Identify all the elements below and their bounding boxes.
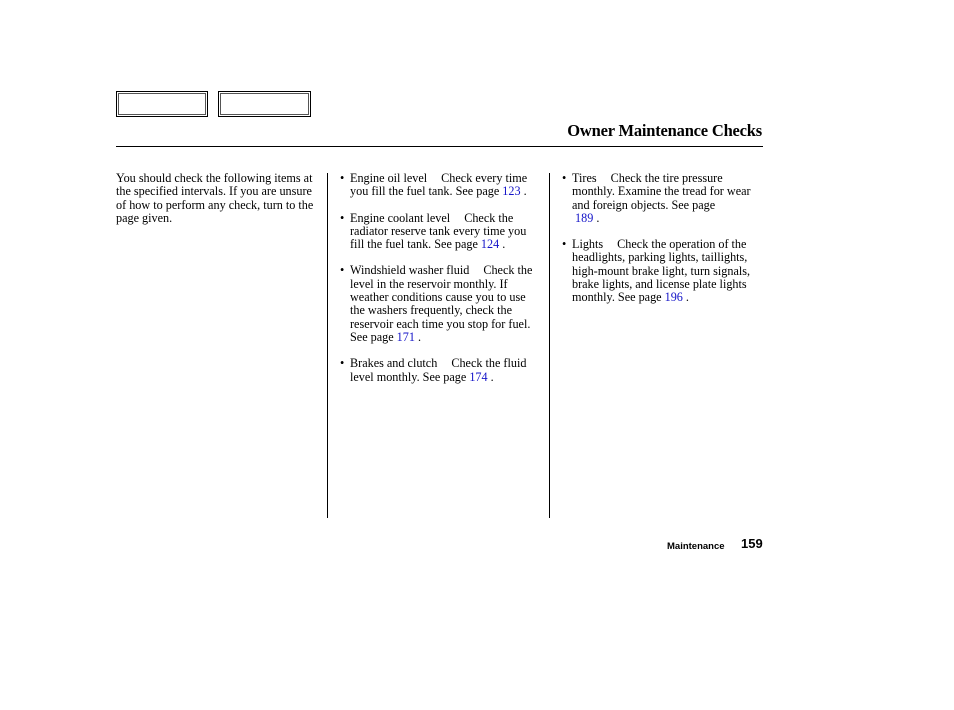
intro-paragraph: You should check the following items at the specified intervals. If you are unsure of how to perform any check, turn to the page given.: [116, 171, 314, 225]
column-divider: [549, 173, 550, 518]
page-link[interactable]: 123: [502, 184, 521, 199]
page-link[interactable]: 174: [469, 369, 488, 384]
column-divider: [327, 173, 328, 518]
check-text: Check every time you fill the fuel tank. See page: [350, 171, 528, 199]
check-term: Tires: [572, 171, 597, 185]
bullet: •: [562, 237, 567, 252]
check-term: Lights: [572, 237, 604, 252]
check-item-engine-oil: [340, 172, 540, 199]
check-term: Engine coolant level: [350, 210, 451, 225]
check-text: Check the radiator reserve tank every time you fill the fuel tank. See page: [350, 210, 527, 252]
check-term: Brakes and clutch: [350, 356, 438, 371]
check-item-engine-coolant: [340, 212, 540, 252]
period: .: [502, 237, 506, 252]
nav-button-contents[interactable]: [116, 91, 208, 117]
period: .: [596, 210, 600, 225]
bullet: •: [340, 263, 345, 278]
check-text: Check the fluid level monthly. See page: [350, 356, 527, 384]
period: .: [685, 290, 689, 305]
check-text: Check the level in the reservoir monthly. If weather conditions cause you to use the washers frequently, check the reservoir each time you stop for fuel. See page: [350, 263, 533, 344]
check-term: Windshield washer fluid: [350, 263, 470, 278]
check-item-brakes-clutch: [340, 357, 540, 384]
nav-button-index[interactable]: [218, 91, 311, 117]
period: .: [490, 369, 494, 384]
page-link[interactable]: 124: [480, 237, 500, 252]
period: .: [523, 184, 527, 199]
check-text: Check the tire pressure monthly. Examine the tread for wear and foreign objects. See page: [572, 171, 751, 212]
footer-section-label: Maintenance: [667, 541, 725, 552]
intro-column: [116, 172, 316, 225]
page-link[interactable]: 196: [664, 290, 683, 305]
bullet: •: [340, 210, 345, 225]
check-item-tires: [562, 172, 762, 225]
page-link[interactable]: 189: [575, 210, 594, 225]
checks-column-right: [562, 172, 762, 318]
page-number: 159: [741, 536, 763, 551]
check-item-lights: [562, 238, 762, 304]
period: .: [417, 329, 422, 344]
page-link[interactable]: 171: [396, 329, 415, 344]
bullet: •: [562, 171, 567, 185]
checks-column-left: [340, 172, 540, 397]
title-divider: [116, 146, 763, 147]
page-title: Owner Maintenance Checks: [567, 121, 762, 140]
check-text: Check the operation of the headlights, parking lights, taillights, high-mount brake light, turn signals, brake lights, and license plate lights monthly. See page: [572, 237, 751, 305]
check-term: Engine oil level: [350, 171, 428, 185]
bullet: •: [340, 356, 345, 371]
bullet: •: [340, 171, 345, 185]
check-item-washer-fluid: [340, 264, 540, 344]
